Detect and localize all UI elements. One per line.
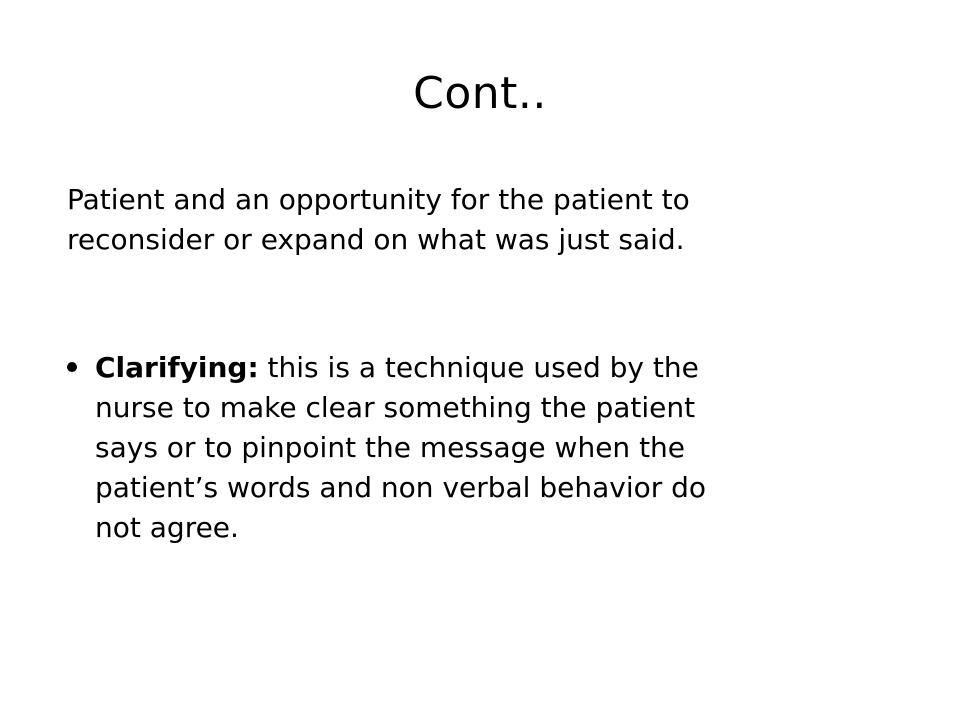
bullet-text — [95, 348, 875, 548]
continuation-paragraph — [67, 180, 895, 260]
bullet-term: Clarifying: — [95, 351, 259, 384]
bullet-line: patient’s words and non verbal behavior do — [95, 471, 707, 504]
slide-title: Cont.. — [413, 68, 547, 119]
bullet-line: says or to pinpoint the message when the — [95, 431, 686, 464]
bullet-line: nurse to make clear something the patient — [95, 391, 696, 424]
bullet-line: not agree. — [95, 511, 239, 544]
bullet-first-line-rest: this is a technique used by the — [258, 351, 699, 384]
bullet-icon — [67, 362, 77, 372]
bullet-line — [95, 348, 875, 388]
paragraph-line: Patient and an opportunity for the patient to — [67, 183, 690, 216]
paragraph-line: reconsider or expand on what was just said. — [67, 223, 685, 256]
